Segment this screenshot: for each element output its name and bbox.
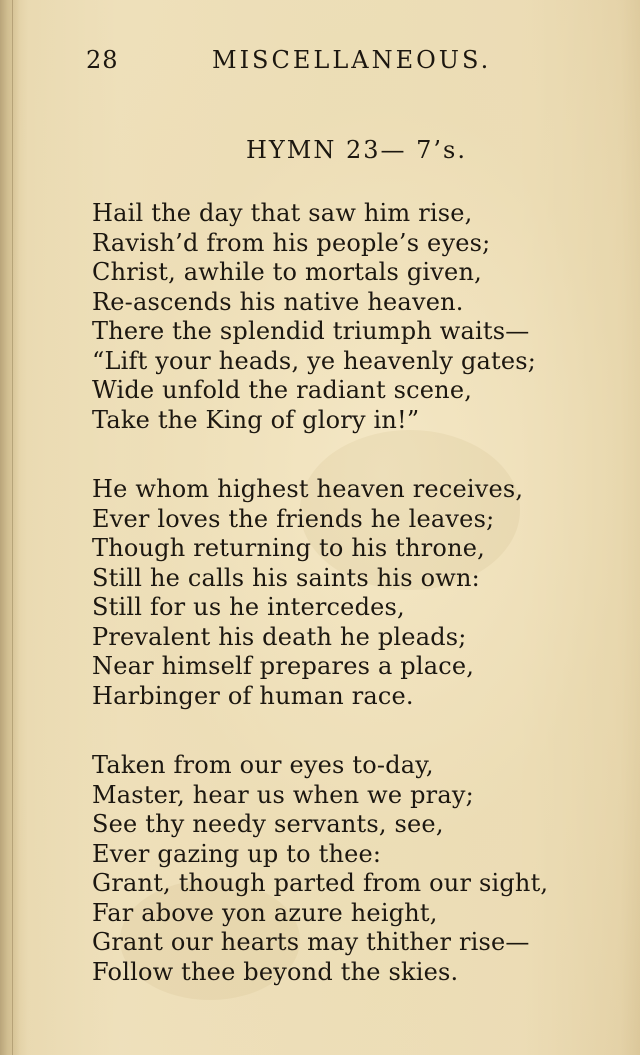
verse-line: Master, hear us when we pray; xyxy=(92,780,474,809)
verse-line: Grant, though parted from our sight, xyxy=(92,869,549,897)
verse-line: Re-ascends his native heaven. xyxy=(92,287,464,316)
stanza-1 xyxy=(92,199,612,435)
stanza-2 xyxy=(92,475,612,711)
page-number: 28 xyxy=(86,46,119,74)
verse-line: Follow thee beyond the skies. xyxy=(92,957,459,986)
page-gutter xyxy=(0,0,20,1055)
verse-line: Harbinger of human race. xyxy=(92,681,414,710)
verse-line: Near himself prepares a place, xyxy=(92,652,475,680)
verse-line: See thy needy servants, see, xyxy=(92,810,444,838)
stanza-3 xyxy=(92,751,612,987)
section-title: MISCELLANEOUS. xyxy=(212,46,492,74)
verse-line: “Lift your heads, ye heavenly gates; xyxy=(92,346,537,375)
verse-line: Take the King of glory in!” xyxy=(92,405,420,434)
running-head xyxy=(86,46,516,82)
verse-line: He whom highest heaven receives, xyxy=(92,475,524,503)
verse-line: Christ, awhile to mortals given, xyxy=(92,258,482,286)
gutter-line xyxy=(12,0,13,1055)
hymn-title: HYMN 23— 7’s. xyxy=(246,136,467,164)
verse-line: Still he calls his saints his own: xyxy=(92,563,480,592)
verse-line: Ever gazing up to thee: xyxy=(92,839,382,868)
verse-line: Still for us he intercedes, xyxy=(92,593,405,621)
verse-line: Far above yon azure height, xyxy=(92,898,438,927)
verse-line: Though returning to his throne, xyxy=(92,534,485,562)
verse-line: Wide unfold the radiant scene, xyxy=(92,376,473,404)
verse-line: There the splendid triumph waits— xyxy=(92,317,530,345)
verse-line: Ravish’d from his people’s eyes; xyxy=(92,228,491,257)
verse-line: Ever loves the friends he leaves; xyxy=(92,504,495,533)
verse-line: Grant our hearts may thither rise— xyxy=(92,928,530,956)
verse-line: Taken from our eyes to-day, xyxy=(92,751,434,779)
verse-line: Hail the day that saw him rise, xyxy=(92,199,473,227)
verse-line: Prevalent his death he pleads; xyxy=(92,622,467,651)
